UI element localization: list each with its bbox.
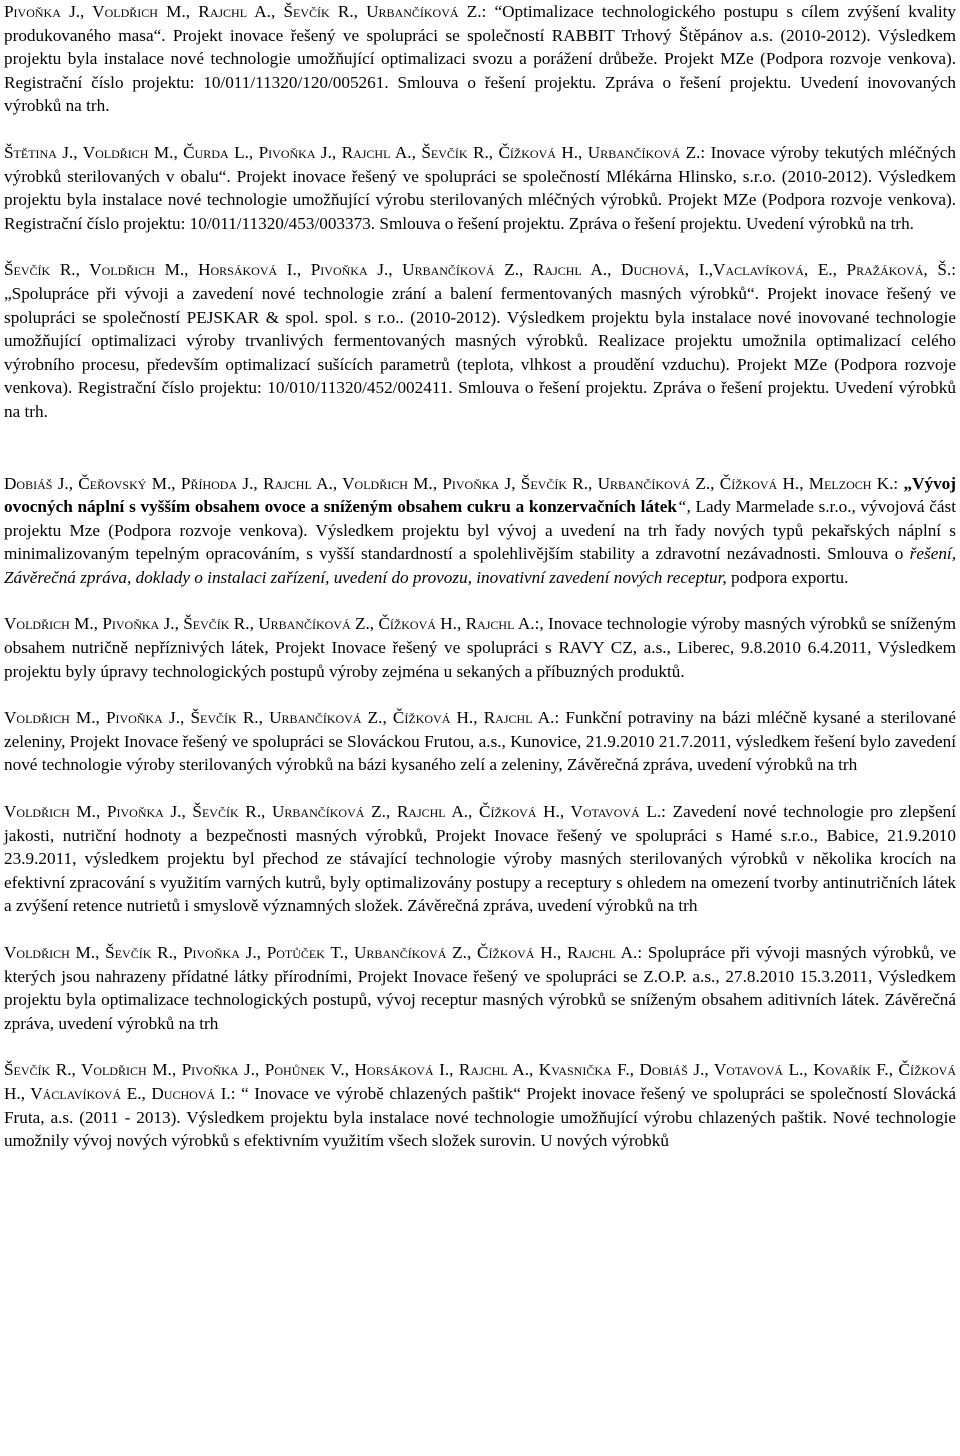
separator: :: [700, 142, 711, 162]
authors: Ševčík R., Voldřich M., Pivoňka J., Pohůnek V., Horsáková I., Rajchl A., Kvasnička F., Dobiáš J., Votavová L., Kovařík F., Čížková H., Václavíková E., Duchová I.: [4, 1060, 956, 1103]
project-description: Lady Marmelade s.r.o., vývojová část projektu Mze (Podpora rozvoje venkova). Výsledkem projektu byl vývoj a uvedení na trh řady nových typů pekařských náplní s minimalizovaným tepelným opracováním, s vyšší standardností a spolehlivějším stability a zdravotní nezávadnosti. Smlouva o: [4, 497, 956, 564]
authors: Voldřich M., Pivoňka J., Ševčík R., Urbančíková Z., Čížková H., Rajchl A.: [4, 614, 535, 634]
project-title: “Optimalizace technologického postupu s cílem zvýšení kvality produkovaného masa“.: [4, 2, 957, 45]
separator: :: [893, 473, 904, 493]
project-description: Zavedení nové technologie pro zlepšení jakosti, nutriční hodnoty a bezpečnosti masných výrobků, Projekt Inovace řešený ve spolupráci s Hamé s.r.o., Babice, 21.9.2010 23.9.2011, výsledkem projektu byl přechod ze stávající technologie výroby masných sterilovaných výrobků v několika krocích na efektivní zpracování s využitím varných kutrů, byly optimalizovány postupy a receptury s ohledem na omezení tvorby antinutričních látek a zvýšení retence nutrietů i smyslově významných složek. Závěrečná zpráva, uvedení výrobků na trh: [4, 802, 956, 916]
project-description: Inovace technologie výroby masných výrobků se sníženým obsahem nutričně nepříznivých látek, Projekt Inovace řešený ve spolupráci s RAVY CZ, a.s., Liberec, 9.8.2010 6.4.2011, Výsledkem projektu byly úpravy technologických postupů výroby zejména u sekaných a příbuzných produktů.: [4, 614, 956, 681]
separator: :: [230, 1083, 242, 1103]
project-description: Projekt inovace řešený ve spolupráci se společností PEJSKAR & spol. spol. s r.o.. (2010-2012). Výsledkem projektu byla instalace nové inovované technologie umožňující optimalizaci výroby trvanlivých fermentovaných masných výrobků. Realizace projektu umožnila optimalizací celého výrobního procesu, především optimalizací sušících parametrů (teplota, vlhkost a proudění vzduchu). Projekt MZe (Podpora rozvoje venkova). Registrační číslo projektu: 10/010/11320/452/002411. Smlouva o řešení projektu. Zpráva o řešení projektu. Uvedení výrobků na trh.: [4, 283, 956, 421]
reference-entry-3: [4, 258, 956, 423]
project-description: Projekt inovace řešený ve spolupráci se společností RABBIT Trhový Štěpánov a.s. (2010-2012). Výsledkem projektu byla instalace nové technologie umožňující optimalizaci svozu a porážení drůbeže. Projekt MZe (Podpora rozvoje venkova). Registrační číslo projektu: 10/011/11320/120/005261. Smlouva o řešení projektu. Zpráva o řešení projektu. Uvedení inovovaných výrobků na trh.: [4, 25, 956, 116]
reference-entry-6: [4, 706, 956, 777]
project-title: Inovace výroby tekutých mléčných výrobků sterilovaných v obalu“.: [4, 142, 956, 186]
title-close: “,: [676, 497, 691, 517]
separator: :: [951, 260, 956, 280]
authors: Voldřich M., Ševčík R., Pivoňka J., Potůček T., Urbančíková Z., Čížková H., Rajchl A.: [4, 943, 638, 962]
authors: Pivoňka J., Voldřich M., Rajchl A., Ševčík R., Urbančíková Z.: [4, 2, 482, 21]
authors: Voldřich M., Pivoňka J., Ševčík R., Urbančíková Z., Rajchl A., Čížková H., Votavová L.: [4, 802, 662, 822]
authors: Voldřich M., Pivoňka J., Ševčík R., Urbančíková Z., Čížková H., Rajchl A.: [4, 708, 555, 728]
project-description-end: podpora exportu.: [726, 567, 849, 587]
project-outputs: řešení, Závěrečná zpráva, doklady o instalaci zařízení, uvedení do provozu, inovativní zavedení nových receptur,: [4, 544, 956, 587]
reference-entry-2: [4, 141, 956, 235]
project-description: “ Inovace ve výrobě chlazených paštik“ Projekt inovace řešený ve spolupráci se společností Slovácká Fruta, a.s. (2011 - 2013). Výsledkem projektu byla instalace nové technologie umožňující výrobu chlazených paštik. Nové technologie umožnily vývoj nových výrobků s efektivním využitím všech složek surovin. U nových výrobků: [4, 1083, 956, 1151]
separator: :: [554, 708, 566, 728]
project-description: Spolupráce při vývoji masných výrobků, ve kterých jsou nahrazeny přídatné látky přírodními, Projekt Inovace řešený ve spolupráci se Z.O.P. a.s., 27.8.2010 15.3.2011, Výsledkem projektu byla optimalizace technologických postupů, vývoj receptur masných výrobků se sníženým obsahem aditivních látek. Závěrečná zpráva, uvedení výrobků na trh: [4, 943, 956, 1033]
project-description: Funkční potraviny na bázi mléčně kysané a sterilované zeleniny, Projekt Inovace řešený ve spolupráci se Slováckou Frutou, a.s., Kunovice, 21.9.2010 21.7.2011, výsledkem řešení bylo zavedení nové technologie výroby sterilovaných výrobků na bázi kysaného zelí a zeleniny, Závěrečná zpráva, uvedení výrobků na trh: [4, 708, 956, 775]
reference-entry-4: [4, 472, 956, 590]
reference-entry-1: [4, 0, 956, 118]
project-description: Projekt inovace řešený ve spolupráci se společností Mlékárna Hlinsko, s.r.o. (2010-2012). Výsledkem projektu byla instalace nové technologie umožňující výrobu sterilovaných mléčných výrobků. Projekt MZe (Podpora rozvoje venkova). Registrační číslo projektu: 10/011/11320/453/003373. Smlouva o řešení projektu. Zpráva o řešení projektu. Uvedení výrobků na trh.: [4, 166, 956, 233]
authors: Ševčík R., Voldřich M., Horsáková I., Pivoňka J., Urbančíková Z., Rajchl A., Duchová, I.,Vaclavíková, E., Pražáková, Š.: [4, 260, 952, 280]
project-title: „Spolupráce při vývoji a zavedení nové technologie zrání a balení fermentovaných masných výrobků“.: [4, 283, 759, 303]
separator: :,: [534, 614, 548, 634]
separator: :: [481, 2, 495, 21]
reference-entry-5: [4, 612, 956, 683]
separator: :: [637, 943, 648, 962]
project-title: „Vývoj ovocných náplní s vyšším obsahem ovoce a sníženým obsahem cukru a konzervačních látek: [4, 473, 956, 517]
reference-entry-9: [4, 1058, 956, 1152]
reference-entry-7: [4, 800, 956, 918]
separator: :: [661, 802, 673, 822]
authors: Dobiáš J., Čeřovský M., Příhoda J., Rajchl A., Voldřich M., Pivoňka J, Ševčík R., Urbančíková Z., Čížková H., Melzoch K.: [4, 473, 894, 493]
reference-entry-8: [4, 941, 956, 1035]
authors: Štětina J., Voldřich M., Čurda L., Pivoňka J., Rajchl A., Ševčík R., Čížková H., Urbančíková Z.: [4, 142, 701, 162]
